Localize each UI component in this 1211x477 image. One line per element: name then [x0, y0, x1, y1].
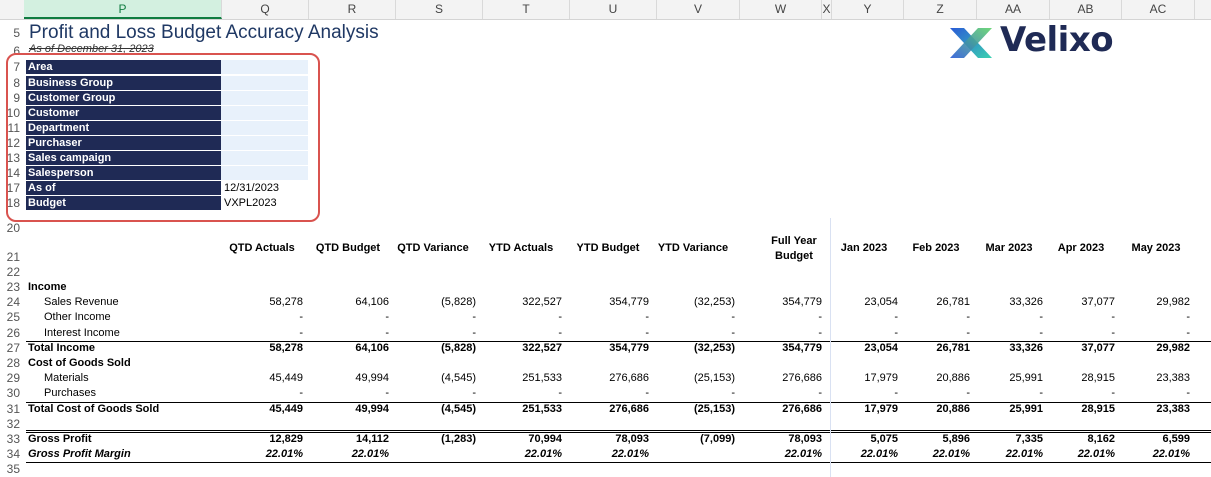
- value-cell[interactable]: 64,106: [355, 296, 389, 308]
- value-cell[interactable]: (4,545): [441, 372, 476, 384]
- value-cell[interactable]: 5,075: [870, 433, 898, 445]
- row-number[interactable]: 8: [13, 76, 20, 90]
- row-label[interactable]: Gross Profit Margin: [28, 448, 131, 460]
- row-number[interactable]: 27: [6, 341, 20, 355]
- value-cell[interactable]: -: [558, 327, 562, 339]
- row-number[interactable]: 33: [6, 432, 20, 446]
- value-cell[interactable]: 251,533: [522, 372, 562, 384]
- filter-label[interactable]: Area: [26, 60, 221, 74]
- value-cell[interactable]: 8,162: [1087, 433, 1115, 445]
- row-label[interactable]: Total Cost of Goods Sold: [28, 403, 160, 415]
- value-cell[interactable]: 26,781: [936, 296, 970, 308]
- column-header-cell[interactable]: YTD Actuals: [488, 242, 554, 254]
- value-cell[interactable]: [392, 447, 476, 462]
- value-cell[interactable]: -: [645, 311, 649, 323]
- row-number[interactable]: 10: [6, 106, 20, 120]
- value-cell[interactable]: -: [299, 327, 303, 339]
- report-title: Profit and Loss Budget Accuracy Analysis: [29, 22, 379, 43]
- total-top-border: [26, 402, 1211, 403]
- value-cell[interactable]: -: [966, 387, 970, 399]
- value-cell[interactable]: (25,153): [694, 372, 735, 384]
- value-cell[interactable]: -: [1039, 387, 1043, 399]
- column-header-AA[interactable]: AA: [977, 0, 1050, 19]
- value-cell[interactable]: 45,449: [269, 372, 303, 384]
- filter-label[interactable]: Salesperson: [26, 166, 221, 180]
- value-cell[interactable]: (32,253): [694, 342, 735, 354]
- column-header-cell[interactable]: YTD Budget: [576, 242, 640, 254]
- value-cell[interactable]: 354,779: [782, 296, 822, 308]
- value-cell[interactable]: -: [731, 387, 735, 399]
- value-cell[interactable]: 22.01%: [1005, 448, 1043, 460]
- value-cell[interactable]: -: [645, 387, 649, 399]
- value-cell[interactable]: 20,886: [936, 403, 970, 415]
- value-cell[interactable]: (7,099): [700, 433, 735, 445]
- value-cell[interactable]: 78,093: [615, 433, 649, 445]
- column-header-cell[interactable]: May 2023: [1131, 242, 1181, 254]
- row-label[interactable]: Sales Revenue: [44, 296, 119, 308]
- value-cell[interactable]: 22.01%: [1077, 448, 1115, 460]
- row-number[interactable]: 5: [13, 26, 20, 40]
- row-number[interactable]: 7: [13, 60, 20, 74]
- column-header-cell[interactable]: QTD Budget: [315, 242, 381, 254]
- value-cell[interactable]: 22.01%: [784, 448, 822, 460]
- row-number[interactable]: 35: [6, 462, 20, 476]
- value-cell[interactable]: 37,077: [1081, 296, 1115, 308]
- value-cell[interactable]: -: [894, 311, 898, 323]
- value-cell[interactable]: -: [1186, 387, 1190, 399]
- value-cell[interactable]: 354,779: [609, 296, 649, 308]
- column-header-T[interactable]: T: [483, 0, 570, 19]
- value-cell[interactable]: -: [818, 327, 822, 339]
- value-cell[interactable]: 251,533: [522, 403, 562, 415]
- value-cell[interactable]: 33,326: [1009, 342, 1043, 354]
- value-cell[interactable]: 22.01%: [351, 448, 389, 460]
- value-cell[interactable]: (32,253): [694, 296, 735, 308]
- filter-value[interactable]: 12/31/2023: [221, 181, 308, 195]
- value-cell[interactable]: 33,326: [1009, 296, 1043, 308]
- row-label[interactable]: Purchases: [44, 387, 96, 399]
- highlight-annotation-box: [6, 53, 320, 222]
- value-cell[interactable]: 23,383: [1156, 403, 1190, 415]
- total-top-border: [26, 430, 1211, 431]
- row-label[interactable]: Total Income: [28, 342, 96, 354]
- value-cell[interactable]: 23,383: [1156, 372, 1190, 384]
- row-number[interactable]: 12: [6, 136, 20, 150]
- row-number[interactable]: 18: [6, 196, 20, 210]
- value-cell[interactable]: 25,991: [1009, 372, 1043, 384]
- filter-label[interactable]: Department: [26, 121, 221, 135]
- value-cell[interactable]: 29,982: [1156, 342, 1190, 354]
- value-cell[interactable]: -: [894, 387, 898, 399]
- value-cell[interactable]: (1,283): [441, 433, 476, 445]
- value-cell[interactable]: 354,779: [609, 342, 649, 354]
- value-cell[interactable]: 7,335: [1015, 433, 1043, 445]
- column-header-AC[interactable]: AC: [1122, 0, 1195, 19]
- row-number[interactable]: 24: [6, 295, 20, 309]
- value-cell[interactable]: 28,915: [1081, 403, 1115, 415]
- value-cell[interactable]: -: [299, 387, 303, 399]
- row-number[interactable]: 30: [6, 386, 20, 400]
- value-cell[interactable]: 276,686: [782, 403, 822, 415]
- value-cell[interactable]: 14,112: [355, 433, 389, 445]
- column-header-U[interactable]: U: [570, 0, 657, 19]
- column-header-Z[interactable]: Z: [904, 0, 977, 19]
- value-cell[interactable]: 29,982: [1156, 296, 1190, 308]
- value-cell[interactable]: -: [385, 327, 389, 339]
- value-cell[interactable]: 23,054: [864, 296, 898, 308]
- value-cell[interactable]: (5,828): [441, 342, 476, 354]
- value-cell[interactable]: 17,979: [864, 403, 898, 415]
- value-cell[interactable]: 23,054: [864, 342, 898, 354]
- velixo-x-logo-icon: [946, 22, 996, 64]
- value-cell[interactable]: (4,545): [441, 403, 476, 415]
- value-cell[interactable]: 20,886: [936, 372, 970, 384]
- value-cell[interactable]: -: [472, 327, 476, 339]
- row-number[interactable]: 6: [13, 44, 20, 58]
- value-cell[interactable]: 22.01%: [524, 448, 562, 460]
- column-header-cell[interactable]: Jan 2023: [840, 242, 888, 254]
- value-cell[interactable]: -: [558, 311, 562, 323]
- value-cell[interactable]: -: [1039, 311, 1043, 323]
- row-number[interactable]: 29: [6, 371, 20, 385]
- bottom-border: [26, 462, 1211, 463]
- value-cell[interactable]: -: [1039, 327, 1043, 339]
- value-cell[interactable]: -: [818, 387, 822, 399]
- value-cell[interactable]: -: [966, 311, 970, 323]
- value-cell[interactable]: -: [472, 311, 476, 323]
- row-number[interactable]: 34: [6, 447, 20, 461]
- column-header-cell[interactable]: Feb 2023: [912, 242, 960, 254]
- column-header-R[interactable]: R: [309, 0, 396, 19]
- value-cell[interactable]: 276,686: [782, 372, 822, 384]
- value-cell[interactable]: -: [966, 327, 970, 339]
- value-cell[interactable]: 12,829: [269, 433, 303, 445]
- filter-value[interactable]: VXPL2023: [221, 196, 308, 210]
- value-cell[interactable]: -: [1186, 327, 1190, 339]
- row-label[interactable]: Gross Profit: [28, 433, 92, 445]
- value-cell[interactable]: [653, 447, 735, 462]
- column-header-cell[interactable]: QTD Variance: [397, 242, 469, 254]
- value-cell[interactable]: -: [385, 387, 389, 399]
- column-divider: [830, 218, 831, 477]
- row-number[interactable]: 32: [6, 417, 20, 431]
- value-cell[interactable]: -: [645, 327, 649, 339]
- value-cell[interactable]: -: [472, 387, 476, 399]
- value-cell[interactable]: 25,991: [1009, 403, 1043, 415]
- velixo-logo-text: Velixo: [1000, 20, 1114, 60]
- value-cell[interactable]: -: [1186, 311, 1190, 323]
- value-cell[interactable]: 22.01%: [932, 448, 970, 460]
- filter-label[interactable]: Customer: [26, 106, 221, 120]
- value-cell[interactable]: 49,994: [355, 403, 389, 415]
- value-cell[interactable]: -: [731, 327, 735, 339]
- report-subtitle: As of December 31, 2023: [29, 43, 154, 55]
- value-cell[interactable]: -: [299, 311, 303, 323]
- row-number[interactable]: 17: [6, 181, 20, 195]
- column-header-X[interactable]: X: [822, 0, 832, 19]
- column-header-bar: [0, 0, 1211, 20]
- filter-label[interactable]: As of: [26, 181, 221, 195]
- row-label[interactable]: Other Income: [44, 311, 111, 323]
- value-cell[interactable]: 45,449: [269, 403, 303, 415]
- column-header-P[interactable]: P: [24, 0, 222, 19]
- value-cell[interactable]: -: [558, 387, 562, 399]
- column-header-V[interactable]: V: [657, 0, 740, 19]
- value-cell[interactable]: 6,599: [1162, 433, 1190, 445]
- value-cell[interactable]: 354,779: [782, 342, 822, 354]
- value-cell[interactable]: 17,979: [864, 372, 898, 384]
- row-number[interactable]: 9: [13, 91, 20, 105]
- filter-label[interactable]: Business Group: [26, 76, 221, 90]
- value-cell[interactable]: 22.01%: [611, 448, 649, 460]
- value-cell[interactable]: 28,915: [1081, 372, 1115, 384]
- column-header-cell[interactable]: Full Year Budget: [771, 235, 817, 262]
- row-number[interactable]: 14: [6, 166, 20, 180]
- row-label[interactable]: Materials: [44, 372, 89, 384]
- row-number[interactable]: 31: [6, 402, 20, 416]
- row-number[interactable]: 26: [6, 326, 20, 340]
- value-cell[interactable]: (5,828): [441, 296, 476, 308]
- column-header-cell[interactable]: QTD Actuals: [229, 242, 295, 254]
- value-cell[interactable]: 58,278: [269, 296, 303, 308]
- value-cell[interactable]: 276,686: [609, 372, 649, 384]
- value-cell[interactable]: 22.01%: [860, 448, 898, 460]
- value-cell[interactable]: 22.01%: [1152, 448, 1190, 460]
- value-cell[interactable]: 26,781: [936, 342, 970, 354]
- value-cell[interactable]: -: [1111, 311, 1115, 323]
- row-number[interactable]: 11: [7, 121, 20, 135]
- filter-label[interactable]: Purchaser: [26, 136, 221, 150]
- column-header-AB[interactable]: AB: [1050, 0, 1122, 19]
- column-header-W[interactable]: W: [740, 0, 822, 19]
- column-header-Q[interactable]: Q: [222, 0, 309, 19]
- value-cell[interactable]: 78,093: [788, 433, 822, 445]
- row-number[interactable]: 25: [6, 310, 20, 324]
- row-number[interactable]: 21: [6, 250, 20, 264]
- value-cell[interactable]: 58,278: [269, 342, 303, 354]
- row-number[interactable]: 28: [6, 356, 20, 370]
- row-label[interactable]: Income: [28, 281, 67, 293]
- value-cell[interactable]: -: [385, 311, 389, 323]
- column-header-cell[interactable]: YTD Variance: [657, 242, 729, 254]
- value-cell[interactable]: -: [1111, 327, 1115, 339]
- row-number[interactable]: 13: [6, 151, 20, 165]
- value-cell[interactable]: 22.01%: [265, 448, 303, 460]
- value-cell[interactable]: (25,153): [694, 403, 735, 415]
- value-cell[interactable]: -: [894, 327, 898, 339]
- row-label[interactable]: Cost of Goods Sold: [28, 357, 131, 369]
- value-cell[interactable]: 49,994: [355, 372, 389, 384]
- value-cell[interactable]: 322,527: [522, 342, 562, 354]
- value-cell[interactable]: 70,994: [528, 433, 562, 445]
- value-cell[interactable]: 37,077: [1081, 342, 1115, 354]
- value-cell[interactable]: 5,896: [942, 433, 970, 445]
- column-header-cell[interactable]: Apr 2023: [1057, 242, 1105, 254]
- value-cell[interactable]: -: [1111, 387, 1115, 399]
- filter-label[interactable]: Sales campaign: [26, 151, 221, 165]
- row-label[interactable]: Interest Income: [44, 327, 120, 339]
- column-header-S[interactable]: S: [396, 0, 483, 19]
- row-number[interactable]: 20: [6, 221, 20, 235]
- row-number[interactable]: 22: [6, 265, 20, 279]
- column-header-Y[interactable]: Y: [832, 0, 904, 19]
- value-cell[interactable]: 64,106: [355, 342, 389, 354]
- value-cell[interactable]: -: [818, 311, 822, 323]
- filter-label[interactable]: Customer Group: [26, 91, 221, 105]
- total-top-border: [26, 432, 1211, 433]
- value-cell[interactable]: 322,527: [522, 296, 562, 308]
- filter-label[interactable]: Budget: [26, 196, 221, 210]
- value-cell[interactable]: -: [731, 311, 735, 323]
- value-cell[interactable]: 276,686: [609, 403, 649, 415]
- total-top-border: [26, 341, 1211, 342]
- column-header-cell[interactable]: Mar 2023: [985, 242, 1033, 254]
- row-number[interactable]: 23: [6, 280, 20, 294]
